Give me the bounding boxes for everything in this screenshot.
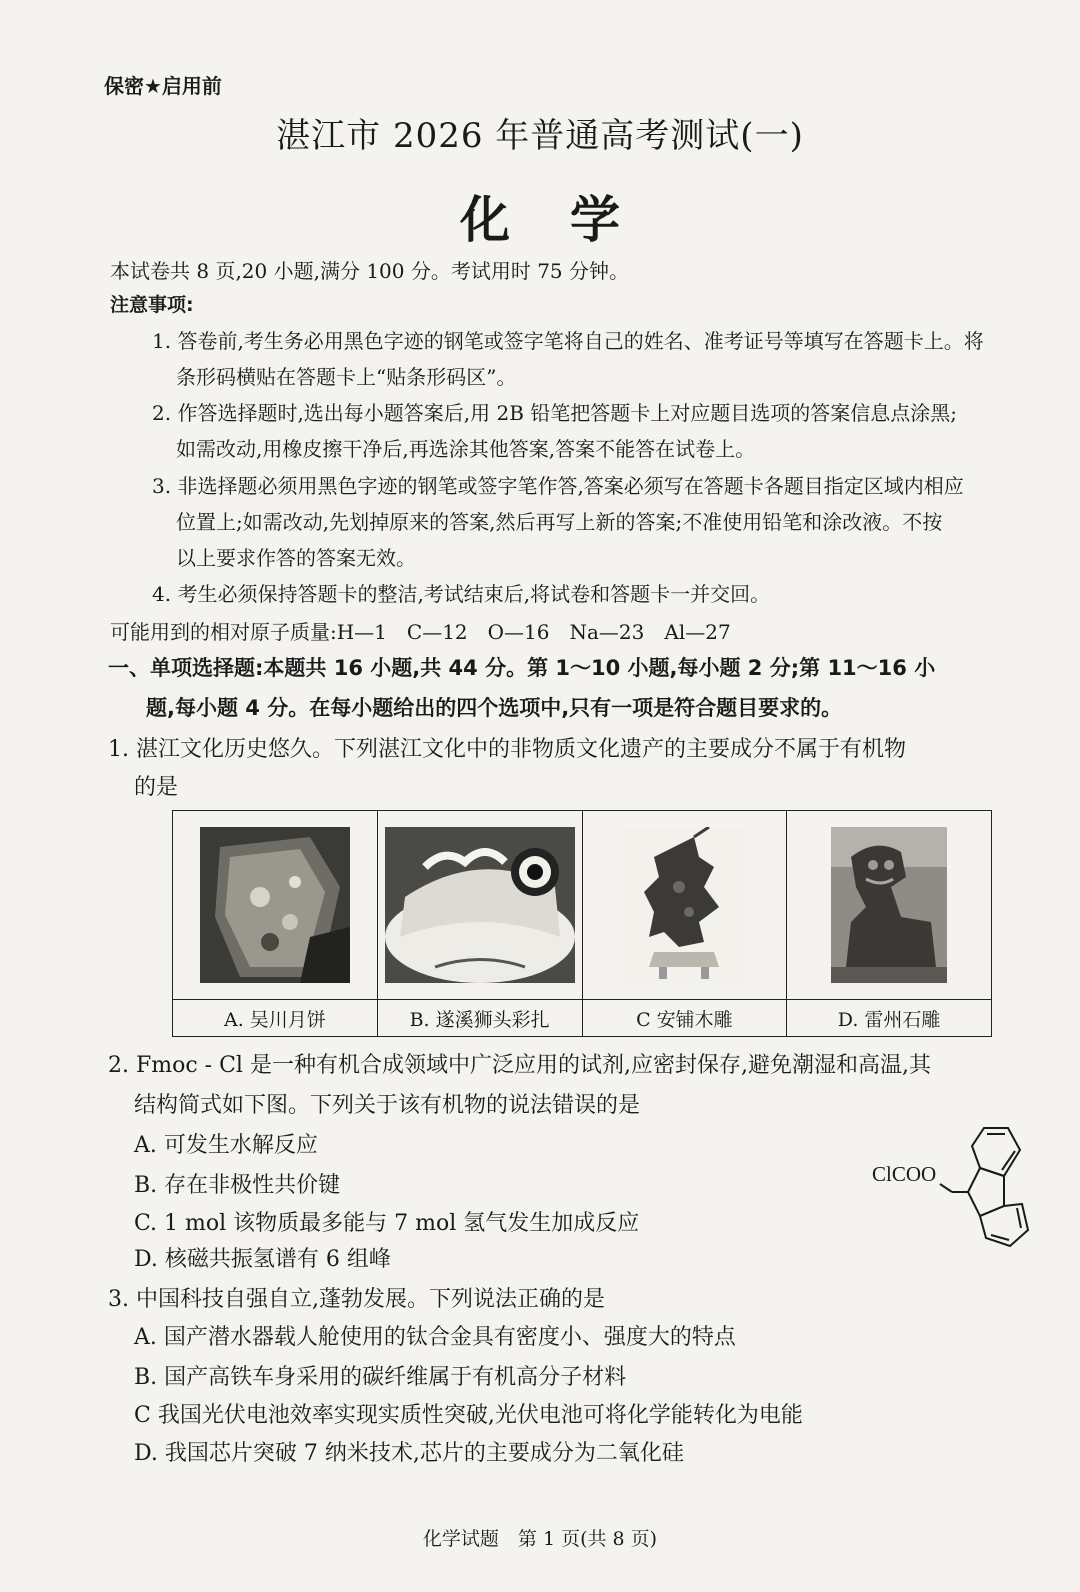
structure-label: ClCOO xyxy=(872,1162,937,1186)
note-1-line-2: 条形码横贴在答题卡上“贴条形码区”。 xyxy=(176,365,517,389)
section-1-heading-line-2: 题,每小题 4 分。在每小题给出的四个选项中,只有一项是符合题目要求的。 xyxy=(146,696,843,720)
atomic-masses: 可能用到的相对原子质量:H—1 C—12 O—16 Na—23 Al—27 xyxy=(110,620,731,644)
question-2-stem-line-2: 结构简式如下图。下列关于该有机物的说法错误的是 xyxy=(134,1093,641,1118)
question-3-option-b: B. 国产高铁车身采用的碳纤维属于有机高分子材料 xyxy=(134,1365,627,1390)
question-3-stem: 3. 中国科技自强自立,蓬勃发展。下列说法正确的是 xyxy=(108,1287,605,1312)
fmoc-cl-structure xyxy=(868,1120,1038,1250)
option-c-caption: C 安铺木雕 xyxy=(582,1000,787,1037)
note-1-line-1: 1. 答卷前,考生务必用黑色字迹的钢笔或签字笔将自己的姓名、准考证号等填写在答题卡上。将 xyxy=(152,329,984,353)
question-2-option-b: B. 存在非极性共价键 xyxy=(134,1173,341,1198)
note-4-line-1: 4. 考生必须保持答题卡的整洁,考试结束后,将试卷和答题卡一并交回。 xyxy=(152,582,771,606)
note-3-line-2: 位置上;如需改动,先划掉原来的答案,然后再写上新的答案;不准使用铅笔和涂改液。不按 xyxy=(176,510,943,534)
section-1-heading-line-1: 一、单项选择题:本题共 16 小题,共 44 分。第 1～10 小题,每小题 2 分;第 11～16 小 xyxy=(108,656,936,680)
question-3-option-c: C 我国光伏电池效率实现实质性突破,光伏电池可将化学能转化为电能 xyxy=(134,1403,803,1428)
question-2-option-d: D. 核磁共振氢谱有 6 组峰 xyxy=(134,1247,391,1272)
note-2-line-1: 2. 作答选择题时,选出每小题答案后,用 2B 铅笔把答题卡上对应题目选项的答案信息点涂黑; xyxy=(152,401,958,425)
confidential-mark: 保密★启用前 xyxy=(104,74,222,98)
stone-carving-photo-cell xyxy=(787,811,992,1000)
mooncake-photo xyxy=(200,827,350,983)
question-2-option-c: C. 1 mol 该物质最多能与 7 mol 氢气发生加成反应 xyxy=(134,1211,640,1236)
question-2-stem-line-1: 2. Fmoc - Cl 是一种有机合成领域中广泛应用的试剂,应密封保存,避免潮湿和高温,其 xyxy=(108,1053,931,1078)
note-2-line-2: 如需改动,用橡皮擦干净后,再选涂其他答案,答案不能答在试卷上。 xyxy=(176,437,756,461)
note-3-line-1: 3. 非选择题必须用黑色字迹的钢笔或签字笔作答,答案必须写在答题卡各题目指定区域内相应 xyxy=(152,474,964,498)
question-1-stem-line-2: 的是 xyxy=(134,775,179,800)
wood-carving-photo xyxy=(624,827,744,983)
note-3-line-3: 以上要求作答的答案无效。 xyxy=(176,546,416,570)
lion-head-photo xyxy=(385,827,575,983)
question-3-option-a: A. 国产潜水器载人舱使用的钛合金具有密度小、强度大的特点 xyxy=(134,1325,736,1350)
question-3-option-d: D. 我国芯片突破 7 纳米技术,芯片的主要成分为二氧化硅 xyxy=(134,1441,684,1466)
option-a-caption: A. 吴川月饼 xyxy=(173,1000,378,1037)
stone-carving-photo xyxy=(831,827,947,983)
option-b-caption: B. 遂溪狮头彩扎 xyxy=(377,1000,582,1037)
lion-head-photo-cell xyxy=(377,811,582,1000)
subject-title: 化学 xyxy=(460,190,680,249)
exam-title: 湛江市 2026 年普通高考测试(一) xyxy=(276,116,804,156)
page-footer: 化学试题 第 1 页(共 8 页) xyxy=(422,1528,658,1550)
wood-carving-photo-cell xyxy=(582,811,787,1000)
option-d-caption: D. 雷州石雕 xyxy=(787,1000,992,1037)
exam-intro: 本试卷共 8 页,20 小题,满分 100 分。考试用时 75 分钟。 xyxy=(110,259,630,283)
mooncake-photo-cell xyxy=(173,811,378,1000)
notes-heading: 注意事项: xyxy=(110,294,194,316)
question-1-stem-line-1: 1. 湛江文化历史悠久。下列湛江文化中的非物质文化遗产的主要成分不属于有机物 xyxy=(108,737,906,762)
question-1-image-table xyxy=(172,810,992,1037)
question-2-option-a: A. 可发生水解反应 xyxy=(134,1133,318,1158)
fmoc-cl-skeleton xyxy=(868,1120,1038,1250)
